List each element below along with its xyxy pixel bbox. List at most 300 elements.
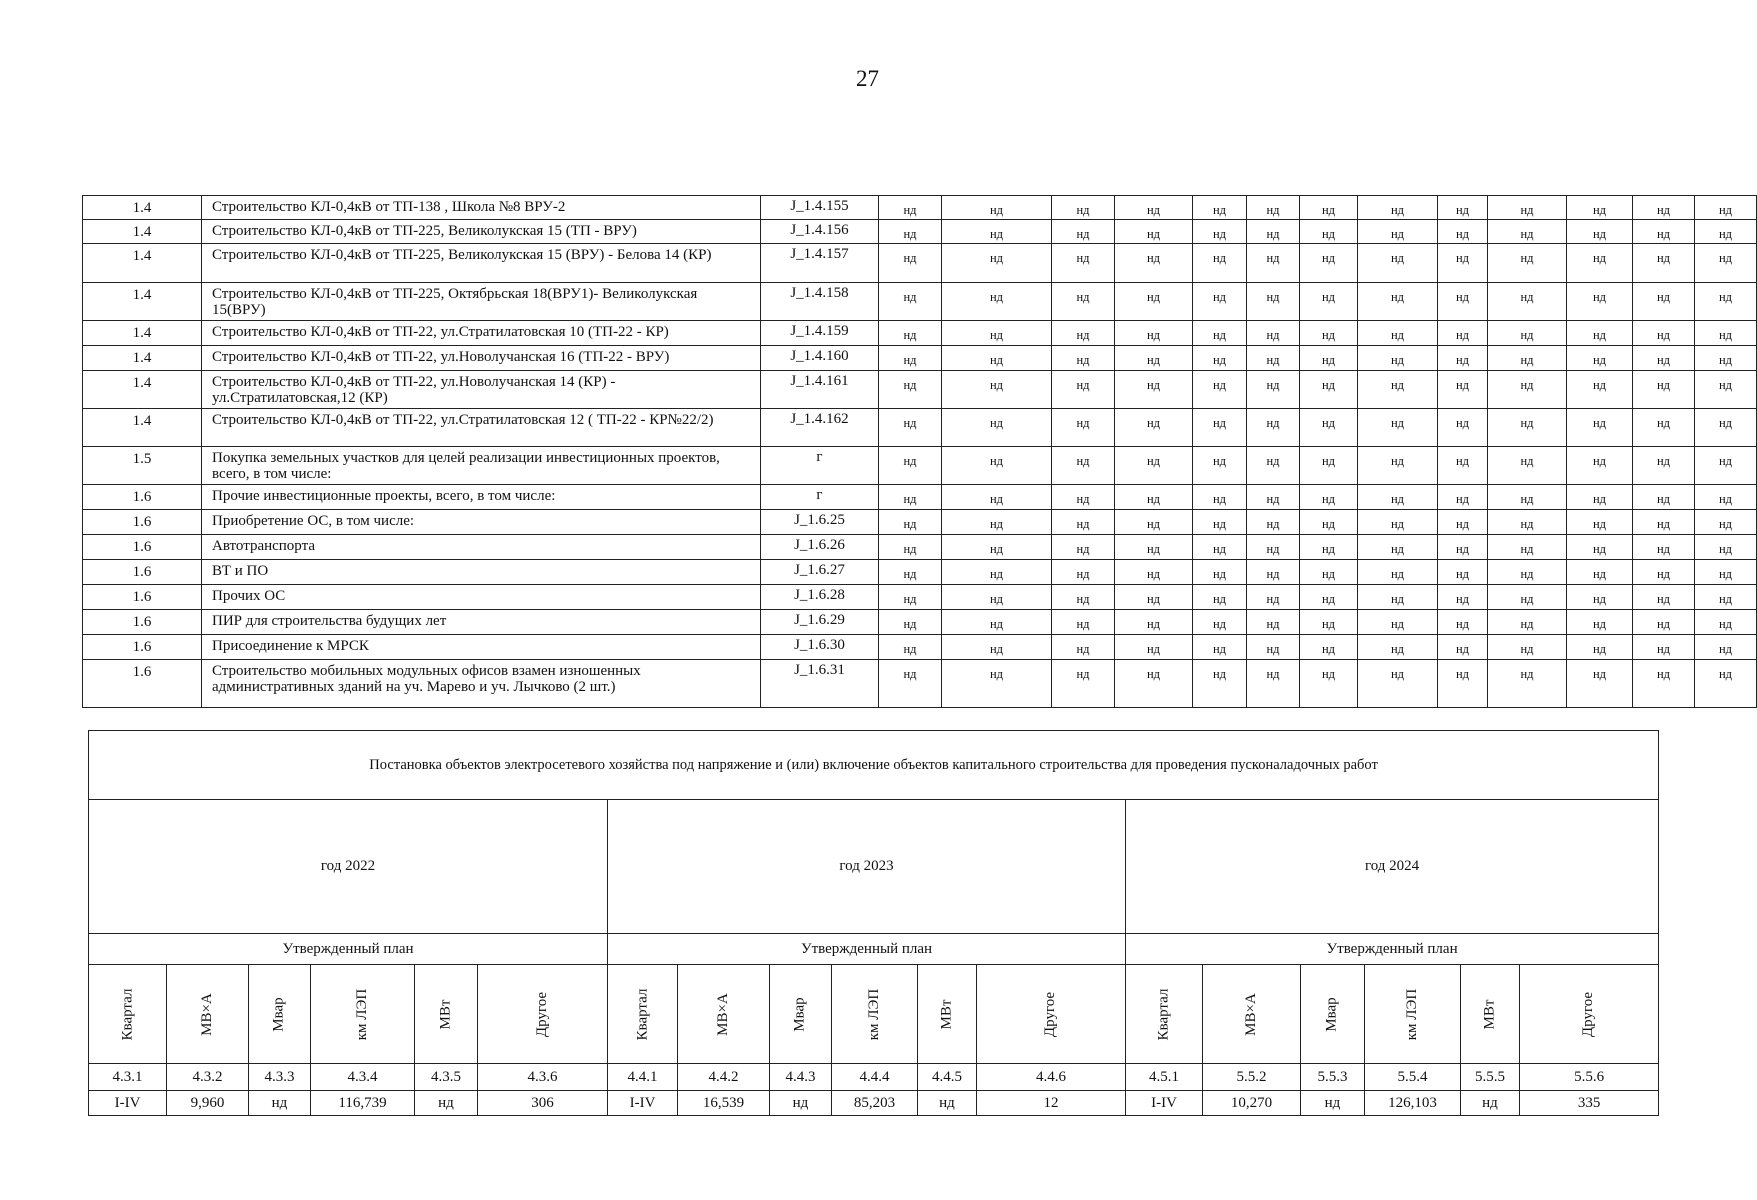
table-row xyxy=(83,346,1757,371)
project-code: J_1.6.31 xyxy=(761,660,879,708)
table-row xyxy=(83,283,1757,321)
nd-cell: нд xyxy=(1633,660,1695,708)
nd-cell: нд xyxy=(942,535,1052,560)
nd-cell: нд xyxy=(1193,244,1247,283)
nd-cell: нд xyxy=(1193,371,1247,409)
column-code: 4.4.6 xyxy=(977,1064,1126,1091)
nd-cell: нд xyxy=(1247,196,1300,220)
row-number: 1.4 xyxy=(83,283,202,321)
nd-cell: нд xyxy=(942,560,1052,585)
nd-cell: нд xyxy=(1358,196,1438,220)
page-number: 27 xyxy=(856,66,879,91)
nd-cell: нд xyxy=(942,196,1052,220)
nd-cell: нд xyxy=(1300,447,1358,485)
nd-cell: нд xyxy=(1695,244,1757,283)
nd-cell: нд xyxy=(1115,220,1193,244)
nd-cell: нд xyxy=(1115,585,1193,610)
nd-cell: нд xyxy=(1488,510,1567,535)
nd-cell: нд xyxy=(879,447,942,485)
value-cell: I-IV xyxy=(89,1091,167,1116)
nd-cell: нд xyxy=(1193,535,1247,560)
nd-cell: нд xyxy=(1115,321,1193,346)
nd-cell: нд xyxy=(1300,485,1358,510)
column-header-label: МВт xyxy=(437,999,454,1029)
nd-cell: нд xyxy=(942,485,1052,510)
project-code: J_1.6.29 xyxy=(761,610,879,635)
nd-cell: нд xyxy=(1115,660,1193,708)
nd-cell: нд xyxy=(942,610,1052,635)
nd-cell: нд xyxy=(1115,510,1193,535)
nd-cell: нд xyxy=(1567,409,1633,447)
nd-cell: нд xyxy=(1488,560,1567,585)
nd-cell: нд xyxy=(1633,371,1695,409)
nd-cell: нд xyxy=(1567,196,1633,220)
nd-cell: нд xyxy=(1247,660,1300,708)
project-name: Прочих ОС xyxy=(202,585,761,610)
column-header-label: Другое xyxy=(534,991,550,1037)
nd-cell: нд xyxy=(1300,346,1358,371)
nd-cell: нд xyxy=(1052,635,1115,660)
row-number: 1.6 xyxy=(83,560,202,585)
nd-cell: нд xyxy=(879,510,942,535)
nd-cell: нд xyxy=(1438,485,1488,510)
project-name: Строительство КЛ-0,4кВ от ТП-225, Великолукская 15 (ВРУ) - Белова 14 (КР) xyxy=(202,244,761,283)
table-row xyxy=(83,585,1757,610)
nd-cell: нд xyxy=(1052,409,1115,447)
nd-cell: нд xyxy=(1358,283,1438,321)
nd-cell: нд xyxy=(1358,485,1438,510)
nd-cell: нд xyxy=(1488,283,1567,321)
nd-cell: нд xyxy=(1567,485,1633,510)
table-row xyxy=(83,447,1757,485)
nd-cell: нд xyxy=(1193,610,1247,635)
nd-cell: нд xyxy=(1438,660,1488,708)
nd-cell: нд xyxy=(1358,585,1438,610)
project-code: J_1.6.27 xyxy=(761,560,879,585)
row-number: 1.6 xyxy=(83,660,202,708)
nd-cell: нд xyxy=(1488,660,1567,708)
nd-cell: нд xyxy=(1193,283,1247,321)
nd-cell: нд xyxy=(879,485,942,510)
nd-cell: нд xyxy=(1567,244,1633,283)
column-header xyxy=(918,965,977,1064)
value-cell: I-IV xyxy=(1126,1091,1203,1116)
column-code: 4.4.3 xyxy=(770,1064,832,1091)
value-cell: 9,960 xyxy=(167,1091,249,1116)
nd-cell: нд xyxy=(1695,635,1757,660)
row-number: 1.6 xyxy=(83,510,202,535)
nd-cell: нд xyxy=(1695,220,1757,244)
project-name: Приобретение ОС, в том числе: xyxy=(202,510,761,535)
project-name: Строительство КЛ-0,4кВ от ТП-225, Великолукская 15 (ТП - ВРУ) xyxy=(202,220,761,244)
nd-cell: нд xyxy=(1358,371,1438,409)
nd-cell: нд xyxy=(1633,283,1695,321)
value-cell: нд xyxy=(249,1091,311,1116)
project-name: Строительство КЛ-0,4кВ от ТП-22, ул.Новолучанская 14 (КР) - ул.Стратилатовская,12 (КР) xyxy=(202,371,761,409)
column-header xyxy=(415,965,478,1064)
nd-cell: нд xyxy=(942,244,1052,283)
nd-cell: нд xyxy=(1300,409,1358,447)
table-row xyxy=(83,635,1757,660)
year-2022-header: год 2022 xyxy=(89,800,608,934)
column-header xyxy=(1301,965,1365,1064)
nd-cell: нд xyxy=(1567,447,1633,485)
row-number: 1.6 xyxy=(83,635,202,660)
nd-cell: нд xyxy=(1438,409,1488,447)
commissioning-table xyxy=(88,730,1659,1116)
nd-cell: нд xyxy=(1695,560,1757,585)
nd-cell: нд xyxy=(1488,371,1567,409)
nd-cell: нд xyxy=(1633,196,1695,220)
nd-cell: нд xyxy=(1052,244,1115,283)
nd-cell: нд xyxy=(1488,535,1567,560)
nd-cell: нд xyxy=(1567,220,1633,244)
nd-cell: нд xyxy=(1438,371,1488,409)
nd-cell: нд xyxy=(1633,485,1695,510)
project-code: г xyxy=(761,447,879,485)
nd-cell: нд xyxy=(1358,346,1438,371)
column-header xyxy=(478,965,608,1064)
nd-cell: нд xyxy=(1247,220,1300,244)
project-name: Строительство КЛ-0,4кВ от ТП-22, ул.Стратилатовская 10 (ТП-22 - КР) xyxy=(202,321,761,346)
nd-cell: нд xyxy=(1300,510,1358,535)
nd-cell: нд xyxy=(1358,610,1438,635)
column-code: 5.5.6 xyxy=(1520,1064,1659,1091)
row-number: 1.4 xyxy=(83,244,202,283)
column-header-label: Мвар xyxy=(1323,996,1340,1032)
value-cell: 16,539 xyxy=(678,1091,770,1116)
nd-cell: нд xyxy=(1633,346,1695,371)
project-code: J_1.6.25 xyxy=(761,510,879,535)
nd-cell: нд xyxy=(1052,585,1115,610)
nd-cell: нд xyxy=(879,585,942,610)
nd-cell: нд xyxy=(1438,510,1488,535)
nd-cell: нд xyxy=(1633,610,1695,635)
project-code: J_1.4.159 xyxy=(761,321,879,346)
nd-cell: нд xyxy=(1247,283,1300,321)
table-row xyxy=(83,321,1757,346)
nd-cell: нд xyxy=(1193,585,1247,610)
column-header-label: км ЛЭП xyxy=(865,988,882,1040)
nd-cell: нд xyxy=(942,635,1052,660)
column-header xyxy=(167,965,249,1064)
nd-cell: нд xyxy=(1438,321,1488,346)
value-cell: нд xyxy=(1301,1091,1365,1116)
nd-cell: нд xyxy=(1695,610,1757,635)
nd-cell: нд xyxy=(1247,371,1300,409)
row-number: 1.6 xyxy=(83,610,202,635)
row-number: 1.5 xyxy=(83,447,202,485)
nd-cell: нд xyxy=(1567,560,1633,585)
nd-cell: нд xyxy=(1115,610,1193,635)
nd-cell: нд xyxy=(942,510,1052,535)
nd-cell: нд xyxy=(1488,196,1567,220)
column-header-label: МВ×А xyxy=(714,992,731,1036)
nd-cell: нд xyxy=(1567,283,1633,321)
nd-cell: нд xyxy=(1438,346,1488,371)
nd-cell: нд xyxy=(879,535,942,560)
column-header-label: Другое xyxy=(1042,991,1059,1037)
nd-cell: нд xyxy=(1300,635,1358,660)
column-header-label: МВ×А xyxy=(198,992,215,1036)
nd-cell: нд xyxy=(1488,585,1567,610)
table-row xyxy=(83,220,1757,244)
nd-cell: нд xyxy=(1633,409,1695,447)
nd-cell: нд xyxy=(879,244,942,283)
nd-cell: нд xyxy=(1567,660,1633,708)
nd-cell: нд xyxy=(1633,585,1695,610)
value-cell: I-IV xyxy=(608,1091,678,1116)
value-cell: 126,103 xyxy=(1365,1091,1461,1116)
nd-cell: нд xyxy=(1052,283,1115,321)
nd-cell: нд xyxy=(1358,560,1438,585)
nd-cell: нд xyxy=(879,196,942,220)
nd-cell: нд xyxy=(1358,409,1438,447)
column-code: 4.4.2 xyxy=(678,1064,770,1091)
column-code: 4.5.1 xyxy=(1126,1064,1203,1091)
column-code: 5.5.2 xyxy=(1203,1064,1301,1091)
column-header xyxy=(770,965,832,1064)
column-code: 4.3.5 xyxy=(415,1064,478,1091)
nd-cell: нд xyxy=(1115,447,1193,485)
nd-cell: нд xyxy=(1115,635,1193,660)
nd-cell: нд xyxy=(1052,610,1115,635)
nd-cell: нд xyxy=(1247,610,1300,635)
nd-cell: нд xyxy=(1247,409,1300,447)
column-header xyxy=(311,965,415,1064)
nd-cell: нд xyxy=(1633,447,1695,485)
value-cell: 12 xyxy=(977,1091,1126,1116)
column-header-label: Другое xyxy=(1580,991,1597,1037)
nd-cell: нд xyxy=(1695,485,1757,510)
nd-cell: нд xyxy=(1358,321,1438,346)
nd-cell: нд xyxy=(1052,371,1115,409)
value-cell: нд xyxy=(770,1091,832,1116)
nd-cell: нд xyxy=(1115,485,1193,510)
nd-cell: нд xyxy=(1567,510,1633,535)
table-row xyxy=(83,660,1757,708)
nd-cell: нд xyxy=(1300,535,1358,560)
nd-cell: нд xyxy=(942,409,1052,447)
project-name: ВТ и ПО xyxy=(202,560,761,585)
row-number: 1.6 xyxy=(83,535,202,560)
nd-cell: нд xyxy=(1488,610,1567,635)
nd-cell: нд xyxy=(1695,409,1757,447)
table-row xyxy=(83,510,1757,535)
project-name: Присоединение к МРСК xyxy=(202,635,761,660)
commissioning-title: Постановка объектов электросетевого хозяйства под напряжение и (или) включение объектов капитального строительства для проведения пусконаладочных работ xyxy=(89,731,1659,800)
value-cell: 85,203 xyxy=(832,1091,918,1116)
column-code: 4.3.4 xyxy=(311,1064,415,1091)
nd-cell: нд xyxy=(1115,409,1193,447)
nd-cell: нд xyxy=(1567,371,1633,409)
project-name: Покупка земельных участков для целей реализации инвестиционных проектов, всего, в том числе: xyxy=(202,447,761,485)
nd-cell: нд xyxy=(1300,585,1358,610)
nd-cell: нд xyxy=(1300,283,1358,321)
nd-cell: нд xyxy=(1052,535,1115,560)
nd-cell: нд xyxy=(1193,346,1247,371)
column-header-label: Квартал xyxy=(119,988,135,1040)
project-code: J_1.4.162 xyxy=(761,409,879,447)
nd-cell: нд xyxy=(1438,560,1488,585)
nd-cell: нд xyxy=(1633,244,1695,283)
column-code: 4.4.4 xyxy=(832,1064,918,1091)
nd-cell: нд xyxy=(942,220,1052,244)
nd-cell: нд xyxy=(1567,346,1633,371)
nd-cell: нд xyxy=(1247,510,1300,535)
nd-cell: нд xyxy=(1115,560,1193,585)
table-row xyxy=(83,610,1757,635)
project-code: J_1.4.157 xyxy=(761,244,879,283)
column-code: 4.3.6 xyxy=(478,1064,608,1091)
column-header-label: км ЛЭП xyxy=(1403,988,1420,1040)
nd-cell: нд xyxy=(1567,585,1633,610)
nd-cell: нд xyxy=(879,635,942,660)
nd-cell: нд xyxy=(1300,371,1358,409)
nd-cell: нд xyxy=(879,660,942,708)
nd-cell: нд xyxy=(1633,510,1695,535)
nd-cell: нд xyxy=(1488,485,1567,510)
nd-cell: нд xyxy=(1695,585,1757,610)
nd-cell: нд xyxy=(1358,220,1438,244)
nd-cell: нд xyxy=(879,409,942,447)
column-header xyxy=(1365,965,1461,1064)
column-header-label: Квартал xyxy=(634,988,650,1040)
project-name: Прочие инвестиционные проекты, всего, в том числе: xyxy=(202,485,761,510)
nd-cell: нд xyxy=(1300,220,1358,244)
nd-cell: нд xyxy=(1247,560,1300,585)
column-header xyxy=(1461,965,1520,1064)
nd-cell: нд xyxy=(1300,244,1358,283)
nd-cell: нд xyxy=(1115,535,1193,560)
nd-cell: нд xyxy=(1567,321,1633,346)
nd-cell: нд xyxy=(1247,585,1300,610)
nd-cell: нд xyxy=(1438,196,1488,220)
nd-cell: нд xyxy=(942,585,1052,610)
project-code: J_1.4.158 xyxy=(761,283,879,321)
column-header-row xyxy=(89,965,1659,1064)
nd-cell: нд xyxy=(1488,635,1567,660)
investment-projects-body xyxy=(83,196,1757,708)
column-header xyxy=(89,965,167,1064)
nd-cell: нд xyxy=(1052,510,1115,535)
nd-cell: нд xyxy=(879,371,942,409)
nd-cell: нд xyxy=(1438,283,1488,321)
column-code-row xyxy=(89,1064,1659,1091)
nd-cell: нд xyxy=(879,346,942,371)
nd-cell: нд xyxy=(1633,220,1695,244)
value-cell: 306 xyxy=(478,1091,608,1116)
approved-plan-2024: Утвержденный план xyxy=(1126,934,1659,965)
nd-cell: нд xyxy=(1633,535,1695,560)
nd-cell: нд xyxy=(1193,635,1247,660)
column-code: 5.5.3 xyxy=(1301,1064,1365,1091)
nd-cell: нд xyxy=(1115,283,1193,321)
column-header-label: Мвар xyxy=(791,996,808,1032)
project-name: Автотранспорта xyxy=(202,535,761,560)
project-name: Строительство КЛ-0,4кВ от ТП-22, ул.Новолучанская 16 (ТП-22 - ВРУ) xyxy=(202,346,761,371)
project-name: ПИР для строительства будущих лет xyxy=(202,610,761,635)
column-header-label: МВт xyxy=(938,999,955,1029)
column-code: 4.3.1 xyxy=(89,1064,167,1091)
nd-cell: нд xyxy=(1193,485,1247,510)
nd-cell: нд xyxy=(1695,346,1757,371)
nd-cell: нд xyxy=(1247,321,1300,346)
nd-cell: нд xyxy=(942,321,1052,346)
nd-cell: нд xyxy=(1300,660,1358,708)
nd-cell: нд xyxy=(942,283,1052,321)
nd-cell: нд xyxy=(942,660,1052,708)
year-2024-header: год 2024 xyxy=(1126,800,1659,934)
column-code: 4.4.5 xyxy=(918,1064,977,1091)
nd-cell: нд xyxy=(1438,635,1488,660)
nd-cell: нд xyxy=(1300,321,1358,346)
nd-cell: нд xyxy=(1567,610,1633,635)
nd-cell: нд xyxy=(1115,196,1193,220)
column-header-label: Квартал xyxy=(1155,988,1172,1040)
nd-cell: нд xyxy=(879,220,942,244)
nd-cell: нд xyxy=(1052,560,1115,585)
project-name: Строительство КЛ-0,4кВ от ТП-138 , Школа №8 ВРУ-2 xyxy=(202,196,761,220)
nd-cell: нд xyxy=(1438,447,1488,485)
nd-cell: нд xyxy=(1247,635,1300,660)
column-code: 4.3.2 xyxy=(167,1064,249,1091)
column-header-label: км ЛЭП xyxy=(353,988,370,1040)
table-row xyxy=(83,371,1757,409)
nd-cell: нд xyxy=(1247,244,1300,283)
table-row xyxy=(83,244,1757,283)
nd-cell: нд xyxy=(1438,585,1488,610)
column-header xyxy=(678,965,770,1064)
nd-cell: нд xyxy=(1115,371,1193,409)
row-number: 1.4 xyxy=(83,196,202,220)
nd-cell: нд xyxy=(1052,660,1115,708)
nd-cell: нд xyxy=(1052,485,1115,510)
nd-cell: нд xyxy=(1193,510,1247,535)
column-code: 5.5.5 xyxy=(1461,1064,1520,1091)
nd-cell: нд xyxy=(1052,447,1115,485)
nd-cell: нд xyxy=(1193,560,1247,585)
nd-cell: нд xyxy=(1438,244,1488,283)
project-name: Строительство мобильных модульных офисов взамен изношенных административных зданий на уч. Марево и уч. Лычково (2 шт.) xyxy=(202,660,761,708)
nd-cell: нд xyxy=(1358,660,1438,708)
nd-cell: нд xyxy=(1193,321,1247,346)
row-number: 1.4 xyxy=(83,409,202,447)
column-code: 4.3.3 xyxy=(249,1064,311,1091)
row-number: 1.6 xyxy=(83,585,202,610)
nd-cell: нд xyxy=(1695,447,1757,485)
nd-cell: нд xyxy=(1193,196,1247,220)
column-header-label: МВт xyxy=(1481,999,1498,1029)
nd-cell: нд xyxy=(1695,371,1757,409)
nd-cell: нд xyxy=(1052,346,1115,371)
nd-cell: нд xyxy=(1115,346,1193,371)
nd-cell: нд xyxy=(942,371,1052,409)
column-code: 4.4.1 xyxy=(608,1064,678,1091)
nd-cell: нд xyxy=(1633,560,1695,585)
value-cell: 10,270 xyxy=(1203,1091,1301,1116)
nd-cell: нд xyxy=(1567,535,1633,560)
year-2023-header: год 2023 xyxy=(608,800,1126,934)
nd-cell: нд xyxy=(879,560,942,585)
nd-cell: нд xyxy=(1633,635,1695,660)
nd-cell: нд xyxy=(1193,409,1247,447)
investment-projects-table xyxy=(82,195,1757,708)
nd-cell: нд xyxy=(1193,660,1247,708)
nd-cell: нд xyxy=(879,321,942,346)
table-row xyxy=(83,485,1757,510)
table-row xyxy=(83,560,1757,585)
